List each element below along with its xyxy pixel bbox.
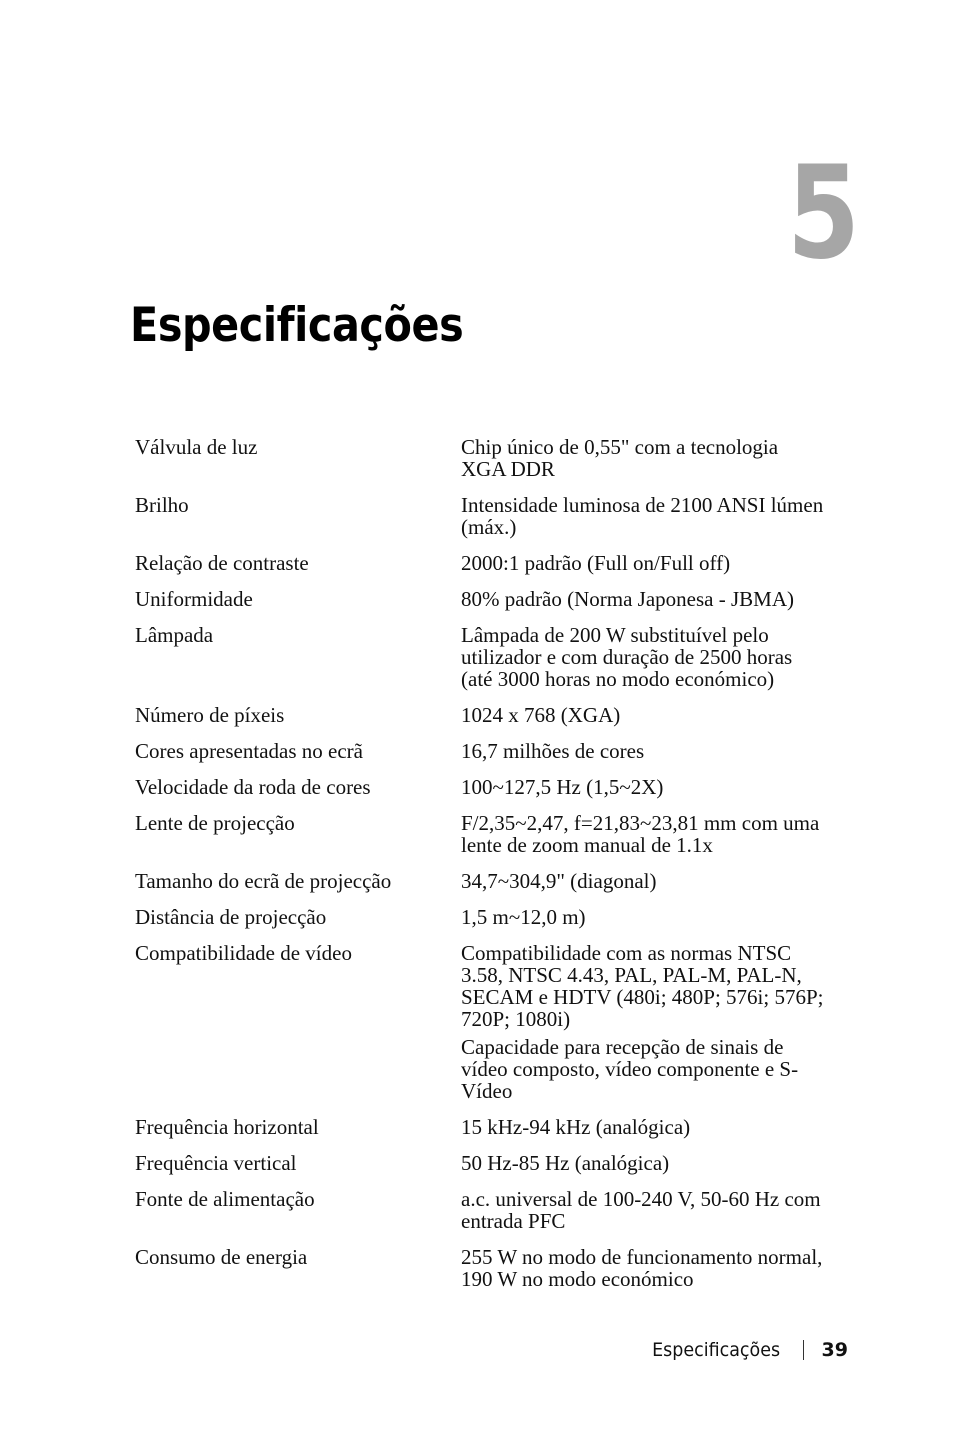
spec-value <box>461 776 825 798</box>
spec-row <box>135 906 825 928</box>
spec-value-paragraph: 100~127,5 Hz (1,5~2X) <box>461 775 664 799</box>
spec-value <box>461 494 825 538</box>
spec-value <box>461 1116 825 1138</box>
spec-label: Fonte de alimentação <box>135 1187 315 1211</box>
spec-value-paragraph: Intensidade luminosa de 2100 ANSI lúmen (máx.) <box>461 493 824 539</box>
spec-label: Válvula de luz <box>135 435 258 459</box>
spec-row <box>135 812 825 856</box>
spec-row <box>135 1246 825 1290</box>
spec-label: Brilho <box>135 493 189 517</box>
spec-value <box>461 812 825 856</box>
spec-value <box>461 870 825 892</box>
spec-row <box>135 588 825 610</box>
spec-label: Número de píxeis <box>135 703 285 727</box>
spec-value-paragraph: 1024 x 768 (XGA) <box>461 703 621 727</box>
spec-label: Frequência horizontal <box>135 1115 319 1139</box>
spec-table <box>135 436 825 1304</box>
spec-value <box>461 704 825 726</box>
footer-divider <box>803 1340 804 1360</box>
spec-label: Distância de projecção <box>135 905 327 929</box>
spec-label: Frequência vertical <box>135 1151 297 1175</box>
spec-row <box>135 1188 825 1232</box>
spec-value <box>461 1152 825 1174</box>
spec-value-paragraph: 16,7 milhões de cores <box>461 739 645 763</box>
spec-value-paragraph: 50 Hz-85 Hz (analógica) <box>461 1151 670 1175</box>
spec-value <box>461 588 825 610</box>
spec-value <box>461 436 825 480</box>
spec-label: Tamanho do ecrã de projecção <box>135 869 392 893</box>
spec-value-paragraph: Compatibilidade com as normas NTSC 3.58, NTSC 4.43, PAL, PAL-M, PAL-N, SECAM e HDTV (480i; 480P; 576i; 576P; 720P; 1080i) <box>461 941 824 1031</box>
spec-row <box>135 624 825 690</box>
spec-row <box>135 740 825 762</box>
page-title: Especificações <box>130 298 464 353</box>
spec-value <box>461 1188 825 1232</box>
spec-value-paragraph: 15 kHz-94 kHz (analógica) <box>461 1115 691 1139</box>
spec-value-paragraph: Capacidade para recepção de sinais de vídeo composto, vídeo componente e S-Vídeo <box>461 1035 799 1103</box>
chapter-number: 5 <box>786 139 860 288</box>
spec-value <box>461 552 825 574</box>
spec-row <box>135 942 825 1102</box>
spec-row <box>135 494 825 538</box>
spec-label: Cores apresentadas no ecrã <box>135 739 363 763</box>
spec-label: Compatibilidade de vídeo <box>135 941 352 965</box>
spec-value <box>461 1246 825 1290</box>
spec-value <box>461 906 825 928</box>
spec-row <box>135 436 825 480</box>
page-number: 39 <box>821 1339 848 1361</box>
footer-section-title: Especificações <box>652 1339 781 1361</box>
spec-row <box>135 1152 825 1174</box>
spec-value-paragraph: Chip único de 0,55" com a tecnologia XGA DDR <box>461 435 779 481</box>
spec-value-paragraph: 80% padrão (Norma Japonesa - JBMA) <box>461 587 794 611</box>
page-footer <box>641 1339 848 1361</box>
spec-value-paragraph: Lâmpada de 200 W substituível pelo utilizador e com duração de 2500 horas (até 3000 horas no modo económico) <box>461 623 793 691</box>
spec-label: Uniformidade <box>135 587 253 611</box>
spec-row <box>135 1116 825 1138</box>
spec-label: Velocidade da roda de cores <box>135 775 371 799</box>
spec-value-paragraph: 34,7~304,9" (diagonal) <box>461 869 657 893</box>
spec-row <box>135 870 825 892</box>
spec-label: Relação de contraste <box>135 551 309 575</box>
spec-label: Lente de projecção <box>135 811 295 835</box>
spec-value <box>461 624 825 690</box>
spec-row <box>135 776 825 798</box>
spec-row <box>135 704 825 726</box>
spec-value <box>461 740 825 762</box>
spec-value-paragraph: a.c. universal de 100-240 V, 50-60 Hz com entrada PFC <box>461 1187 821 1233</box>
spec-value <box>461 942 825 1102</box>
spec-label: Lâmpada <box>135 623 214 647</box>
spec-value-paragraph: 255 W no modo de funcionamento normal, 190 W no modo económico <box>461 1245 823 1291</box>
spec-value-paragraph: F/2,35~2,47, f=21,83~23,81 mm com uma lente de zoom manual de 1.1x <box>461 811 820 857</box>
spec-value-paragraph: 2000:1 padrão (Full on/Full off) <box>461 551 731 575</box>
spec-row <box>135 552 825 574</box>
spec-value-paragraph: 1,5 m~12,0 m) <box>461 905 586 929</box>
spec-label: Consumo de energia <box>135 1245 308 1269</box>
